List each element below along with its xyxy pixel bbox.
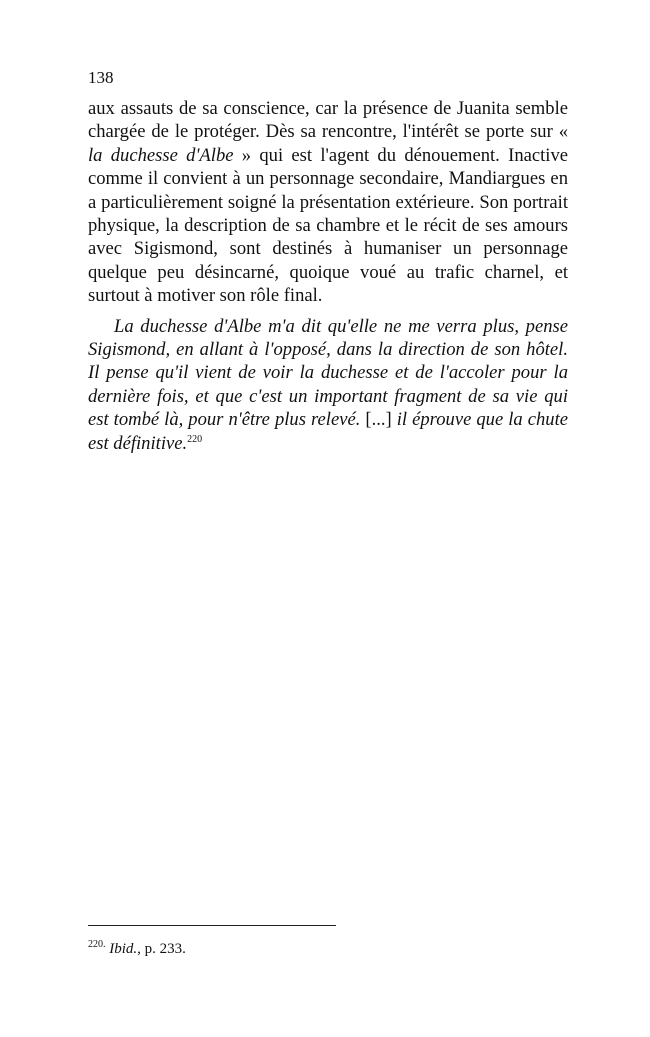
italic-title: la duchesse d'Albe (88, 144, 234, 166)
page-number: 138 (88, 68, 114, 87)
footnote-reference[interactable]: 220 (187, 433, 203, 445)
footnote-number: 220. (88, 939, 106, 950)
quote-text-end: il éprouve que la chute est définitive. (88, 409, 568, 454)
block-quote (88, 315, 568, 455)
footnote-divider (88, 925, 336, 926)
paragraph-text-start: aux assauts de sa conscience, car la présence de Juanita semble chargée de le protéger. Dès sa rencontre, l'intérêt se porte sur « (88, 98, 568, 143)
paragraph-text-end: » qui est l'agent du dénouement. Inactive comme il convient à un personnage secondaire, Mandiargues en a particulièrement soigné la présentation extérieure. Son portrait physique, la description de sa chambre et le récit de ses amours avec Sigismond, sont destinés à humaniser un personnage quelque peu désincarné, quoique voué au trafic charnel, et surtout à motiver son rôle final. (88, 144, 568, 307)
footnote-ibid: Ibid. (109, 941, 138, 957)
footnote-page: , p. 233. (137, 941, 186, 957)
footnote (88, 940, 186, 958)
paragraph-analysis (88, 97, 568, 308)
body-text (88, 97, 568, 455)
quote-ellipsis: [...] (360, 409, 397, 431)
quote-text-start: La duchesse d'Albe m'a dit qu'elle ne me verra plus, pense Sigismond, en allant à l'opposé, dans la direction de son hôtel. Il pense qu'il vient de voir la duchesse et de l'accoler pour la dernière fois, et que c'est un important fragment de sa vie qui est tombé là, pour n'être plus relevé. (88, 315, 568, 431)
